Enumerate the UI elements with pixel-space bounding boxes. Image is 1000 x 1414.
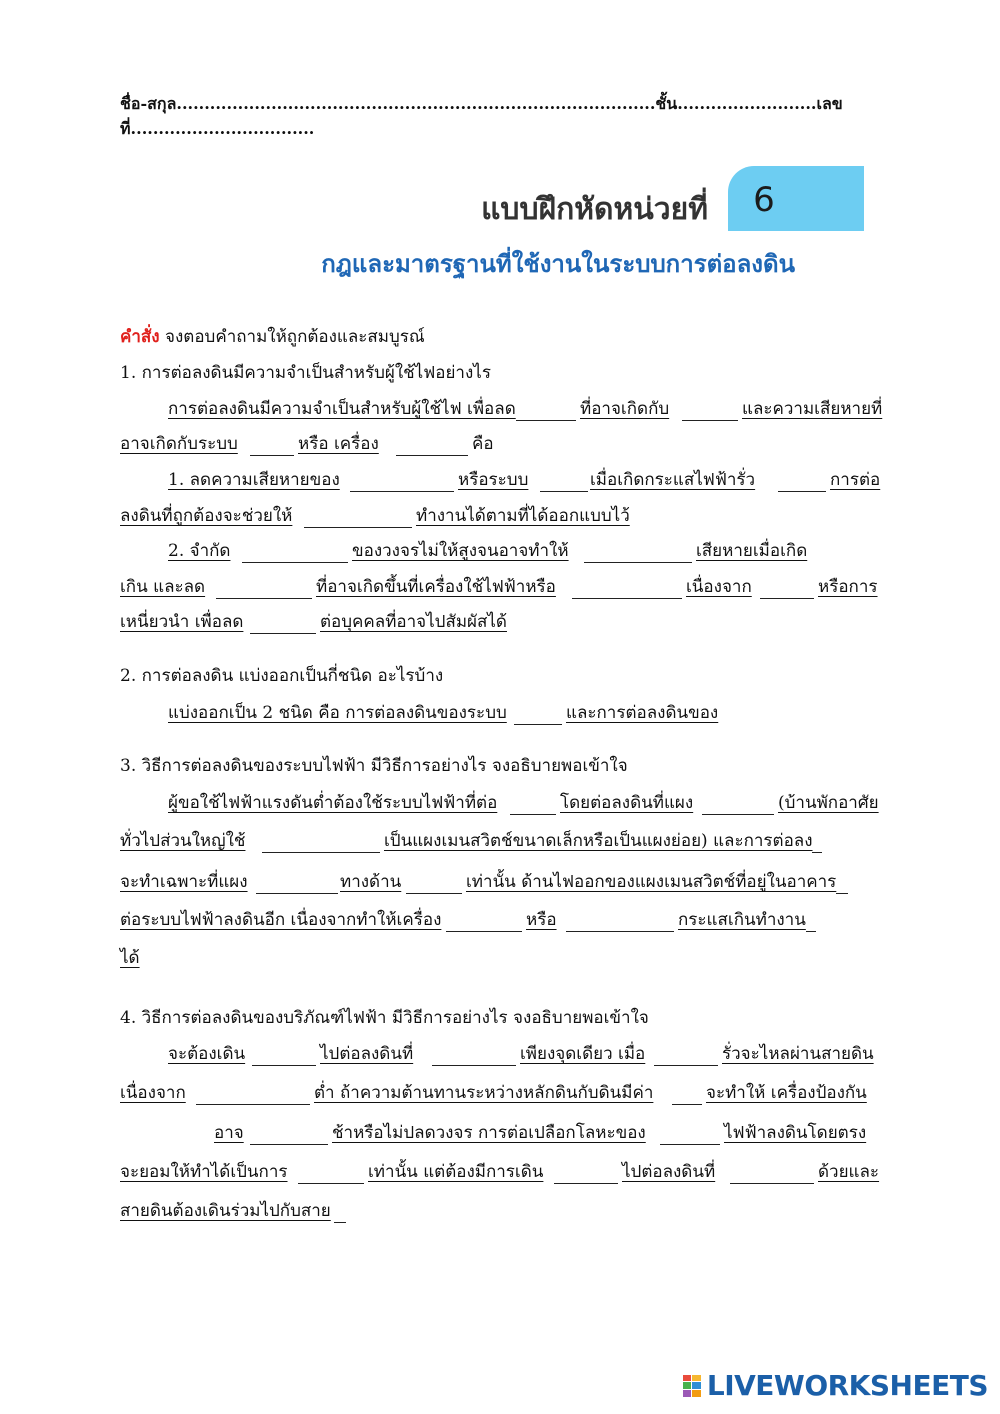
q4-text: ช้าหรือไม่ปลดวงจร การต่อเปลือกโลหะของ xyxy=(332,1123,646,1143)
q1-text: ที่อาจเกิดกับ xyxy=(580,399,670,419)
answer-blank[interactable] xyxy=(702,792,774,815)
q1-text: คือ xyxy=(472,434,494,454)
unit-number: 6 xyxy=(753,180,775,220)
q3-text: ทั่วไปส่วนใหญ่ใช้ xyxy=(120,831,246,851)
answer-blank[interactable] xyxy=(540,469,588,492)
answer-blank[interactable] xyxy=(778,469,826,492)
q3-text: หรือ xyxy=(526,910,557,930)
answer-blank[interactable] xyxy=(396,433,468,456)
answer-blank[interactable] xyxy=(196,1082,310,1105)
q4-text: รั่วจะไหลผ่านสายดิน xyxy=(722,1044,874,1064)
answer-blank[interactable] xyxy=(660,1122,720,1145)
answer-blank[interactable] xyxy=(682,398,738,421)
answer-blank[interactable] xyxy=(216,576,312,599)
answer-blank[interactable] xyxy=(730,1161,814,1184)
answer-blank[interactable] xyxy=(432,1043,516,1066)
answer-blank[interactable] xyxy=(654,1043,718,1066)
q3-text: จะทำเฉพาะที่แผง xyxy=(120,872,248,892)
q1-text: 2. จำกัด xyxy=(168,541,231,561)
answer-blank[interactable] xyxy=(120,1122,210,1144)
q1-text: อาจเกิดกับระบบ xyxy=(120,434,238,454)
answer-blank[interactable] xyxy=(516,398,576,421)
q3-text: ได้ xyxy=(120,948,140,968)
q4-text: ต่ำ ถ้าความต้านทานระหว่างหลักดินกับดินมีค่า xyxy=(314,1083,654,1103)
q3-text: เป็นแผงเมนสวิตช์ขนาดเล็กหรือเป็นแผงย่อย) และการต่อลง xyxy=(384,831,813,851)
answer-blank[interactable] xyxy=(836,871,848,894)
q1-text: ที่อาจเกิดขึ้นที่เครื่องใช้ไฟฟ้าหรือ xyxy=(316,577,556,597)
liveworksheets-logo xyxy=(683,1369,988,1402)
answer-blank[interactable] xyxy=(406,871,462,894)
answer-blank[interactable] xyxy=(806,909,816,932)
q1-text: หรือการ xyxy=(818,577,878,597)
q1-text: การต่อ xyxy=(830,470,881,490)
question-1: 1. การต่อลงดินมีความจำเป็นสำหรับผู้ใช้ไฟอย่างไร xyxy=(120,363,491,383)
answer-blank[interactable] xyxy=(554,1161,618,1184)
q4-text: อาจ xyxy=(214,1123,244,1143)
q2-text: แบ่งออกเป็น 2 ชนิด คือ การต่อลงดินของระบบ xyxy=(168,703,507,723)
q4-text: จะต้องเดิน xyxy=(168,1044,246,1064)
instruction-text: จงตอบคำถามให้ถูกต้องและสมบูรณ์ xyxy=(165,327,425,347)
q1-text: การต่อลงดินมีความจำเป็นสำหรับผู้ใช้ไฟ เพื่อลด xyxy=(168,399,516,419)
q4-text: สายดินต้องเดินร่วมไปกับสาย xyxy=(120,1201,331,1221)
name-class-number-line: ชื่อ-สกุล......................................................................................ชั้น.........................เลขที่................................. xyxy=(120,94,843,138)
answer-blank[interactable] xyxy=(250,611,316,634)
q1-text: ต่อบุคคลที่อาจไปสัมผัสได้ xyxy=(320,612,507,632)
q4-text: เพียงจุดเดียว เมื่อ xyxy=(520,1044,646,1064)
answer-blank[interactable] xyxy=(812,830,822,853)
liveworksheets-icon xyxy=(683,1375,701,1397)
q1-text: 1. ลดความเสียหายของ xyxy=(168,470,340,490)
q4-text: ไปต่อลงดินที่ xyxy=(320,1044,414,1064)
q2-text: และการต่อลงดินของ xyxy=(566,703,719,723)
instructions xyxy=(120,326,425,348)
q3-text: ต่อระบบไฟฟ้าลงดินอีก เนื่องจากทำให้เครื่อง xyxy=(120,910,442,930)
answer-blank[interactable] xyxy=(566,909,674,932)
q1-text: เกิน และลด xyxy=(120,577,206,597)
answer-blank[interactable] xyxy=(242,540,348,563)
q3-text: กระแสเกินทำงาน xyxy=(678,910,806,930)
answer-blank[interactable] xyxy=(510,792,556,815)
q4-text: เนื่องจาก xyxy=(120,1083,186,1103)
q3-text: (บ้านพักอาศัย xyxy=(778,793,879,813)
answer-blank[interactable] xyxy=(350,469,454,492)
q1-text: เสียหายเมื่อเกิด xyxy=(696,541,808,561)
q4-text: เท่านั้น แต่ต้องมีการเดิน xyxy=(368,1162,544,1182)
answer-blank[interactable] xyxy=(304,505,412,528)
subtitle: กฎและมาตรฐานที่ใช้งานในระบบการต่อลงดิน xyxy=(321,250,795,278)
q1-text: เหนี่ยวนำ เพื่อลด xyxy=(120,612,244,632)
q1-text: เมื่อเกิดกระแสไฟฟ้ารั่ว xyxy=(590,470,756,490)
q1-text: หรือระบบ xyxy=(458,470,529,490)
q4-text: ไปต่อลงดินที่ xyxy=(622,1162,716,1182)
unit-number-box xyxy=(728,166,864,231)
answer-blank[interactable] xyxy=(672,1082,702,1105)
answer-blank[interactable] xyxy=(334,1200,346,1223)
logo-text: LIVEWORKSHEETS xyxy=(706,1369,988,1402)
answer-blank[interactable] xyxy=(584,540,692,563)
q3-text: ทางด้าน xyxy=(340,872,402,892)
answer-blank[interactable] xyxy=(250,1122,328,1145)
q1-text: ลงดินที่ถูกต้องจะช่วยให้ xyxy=(120,506,293,526)
answer-blank[interactable] xyxy=(298,1161,364,1184)
q4-text: ด้วยและ xyxy=(818,1162,880,1182)
q4-text: จะทำให้ เครื่องป้องกัน xyxy=(706,1083,867,1103)
answer-blank[interactable] xyxy=(514,702,562,725)
answer-blank[interactable] xyxy=(250,433,294,456)
q1-text: และความเสียหายที่ xyxy=(742,399,883,419)
question-4: 4. วิธีการต่อลงดินของบริภัณฑ์ไฟฟ้า มีวิธีการอย่างไร จงอธิบายพอเข้าใจ xyxy=(120,1008,649,1028)
answer-blank[interactable] xyxy=(760,576,814,599)
question-2: 2. การต่อลงดิน แบ่งออกเป็นกี่ชนิด อะไรบ้าง xyxy=(120,666,444,686)
question-3: 3. วิธีการต่อลงดินของระบบไฟฟ้า มีวิธีการอย่างไร จงอธิบายพอเข้าใจ xyxy=(120,756,628,776)
answer-blank[interactable] xyxy=(446,909,522,932)
q4-text: ไฟฟ้าลงดินโดยตรง xyxy=(724,1123,867,1143)
q3-text: โดยต่อลงดินที่แผง xyxy=(560,793,694,813)
q1-text: ทำงานได้ตามที่ได้ออกแบบไว้ xyxy=(416,506,630,526)
q3-text: ผู้ขอใช้ไฟฟ้าแรงดันต่ำต้องใช้ระบบไฟฟ้าที่ต่อ xyxy=(168,793,498,813)
answer-blank[interactable] xyxy=(572,576,682,599)
q1-text: เนื่องจาก xyxy=(686,577,752,597)
answer-blank[interactable] xyxy=(256,871,338,894)
answer-blank[interactable] xyxy=(252,1043,316,1066)
q1-text: ของวงจรไม่ให้สูงจนอาจทำให้ xyxy=(352,541,569,561)
q3-text: เท่านั้น ด้านไฟออกของแผงเมนสวิตช์ที่อยู่ในอาคาร xyxy=(466,872,837,892)
q4-text: จะยอมให้ทำได้เป็นการ xyxy=(120,1162,288,1182)
instruction-label: คำสั่ง xyxy=(120,327,160,347)
q1-text: หรือ เครื่อง xyxy=(298,434,379,454)
unit-title: แบบฝึกหัดหน่วยที่ xyxy=(481,192,708,227)
answer-blank[interactable] xyxy=(262,830,380,853)
